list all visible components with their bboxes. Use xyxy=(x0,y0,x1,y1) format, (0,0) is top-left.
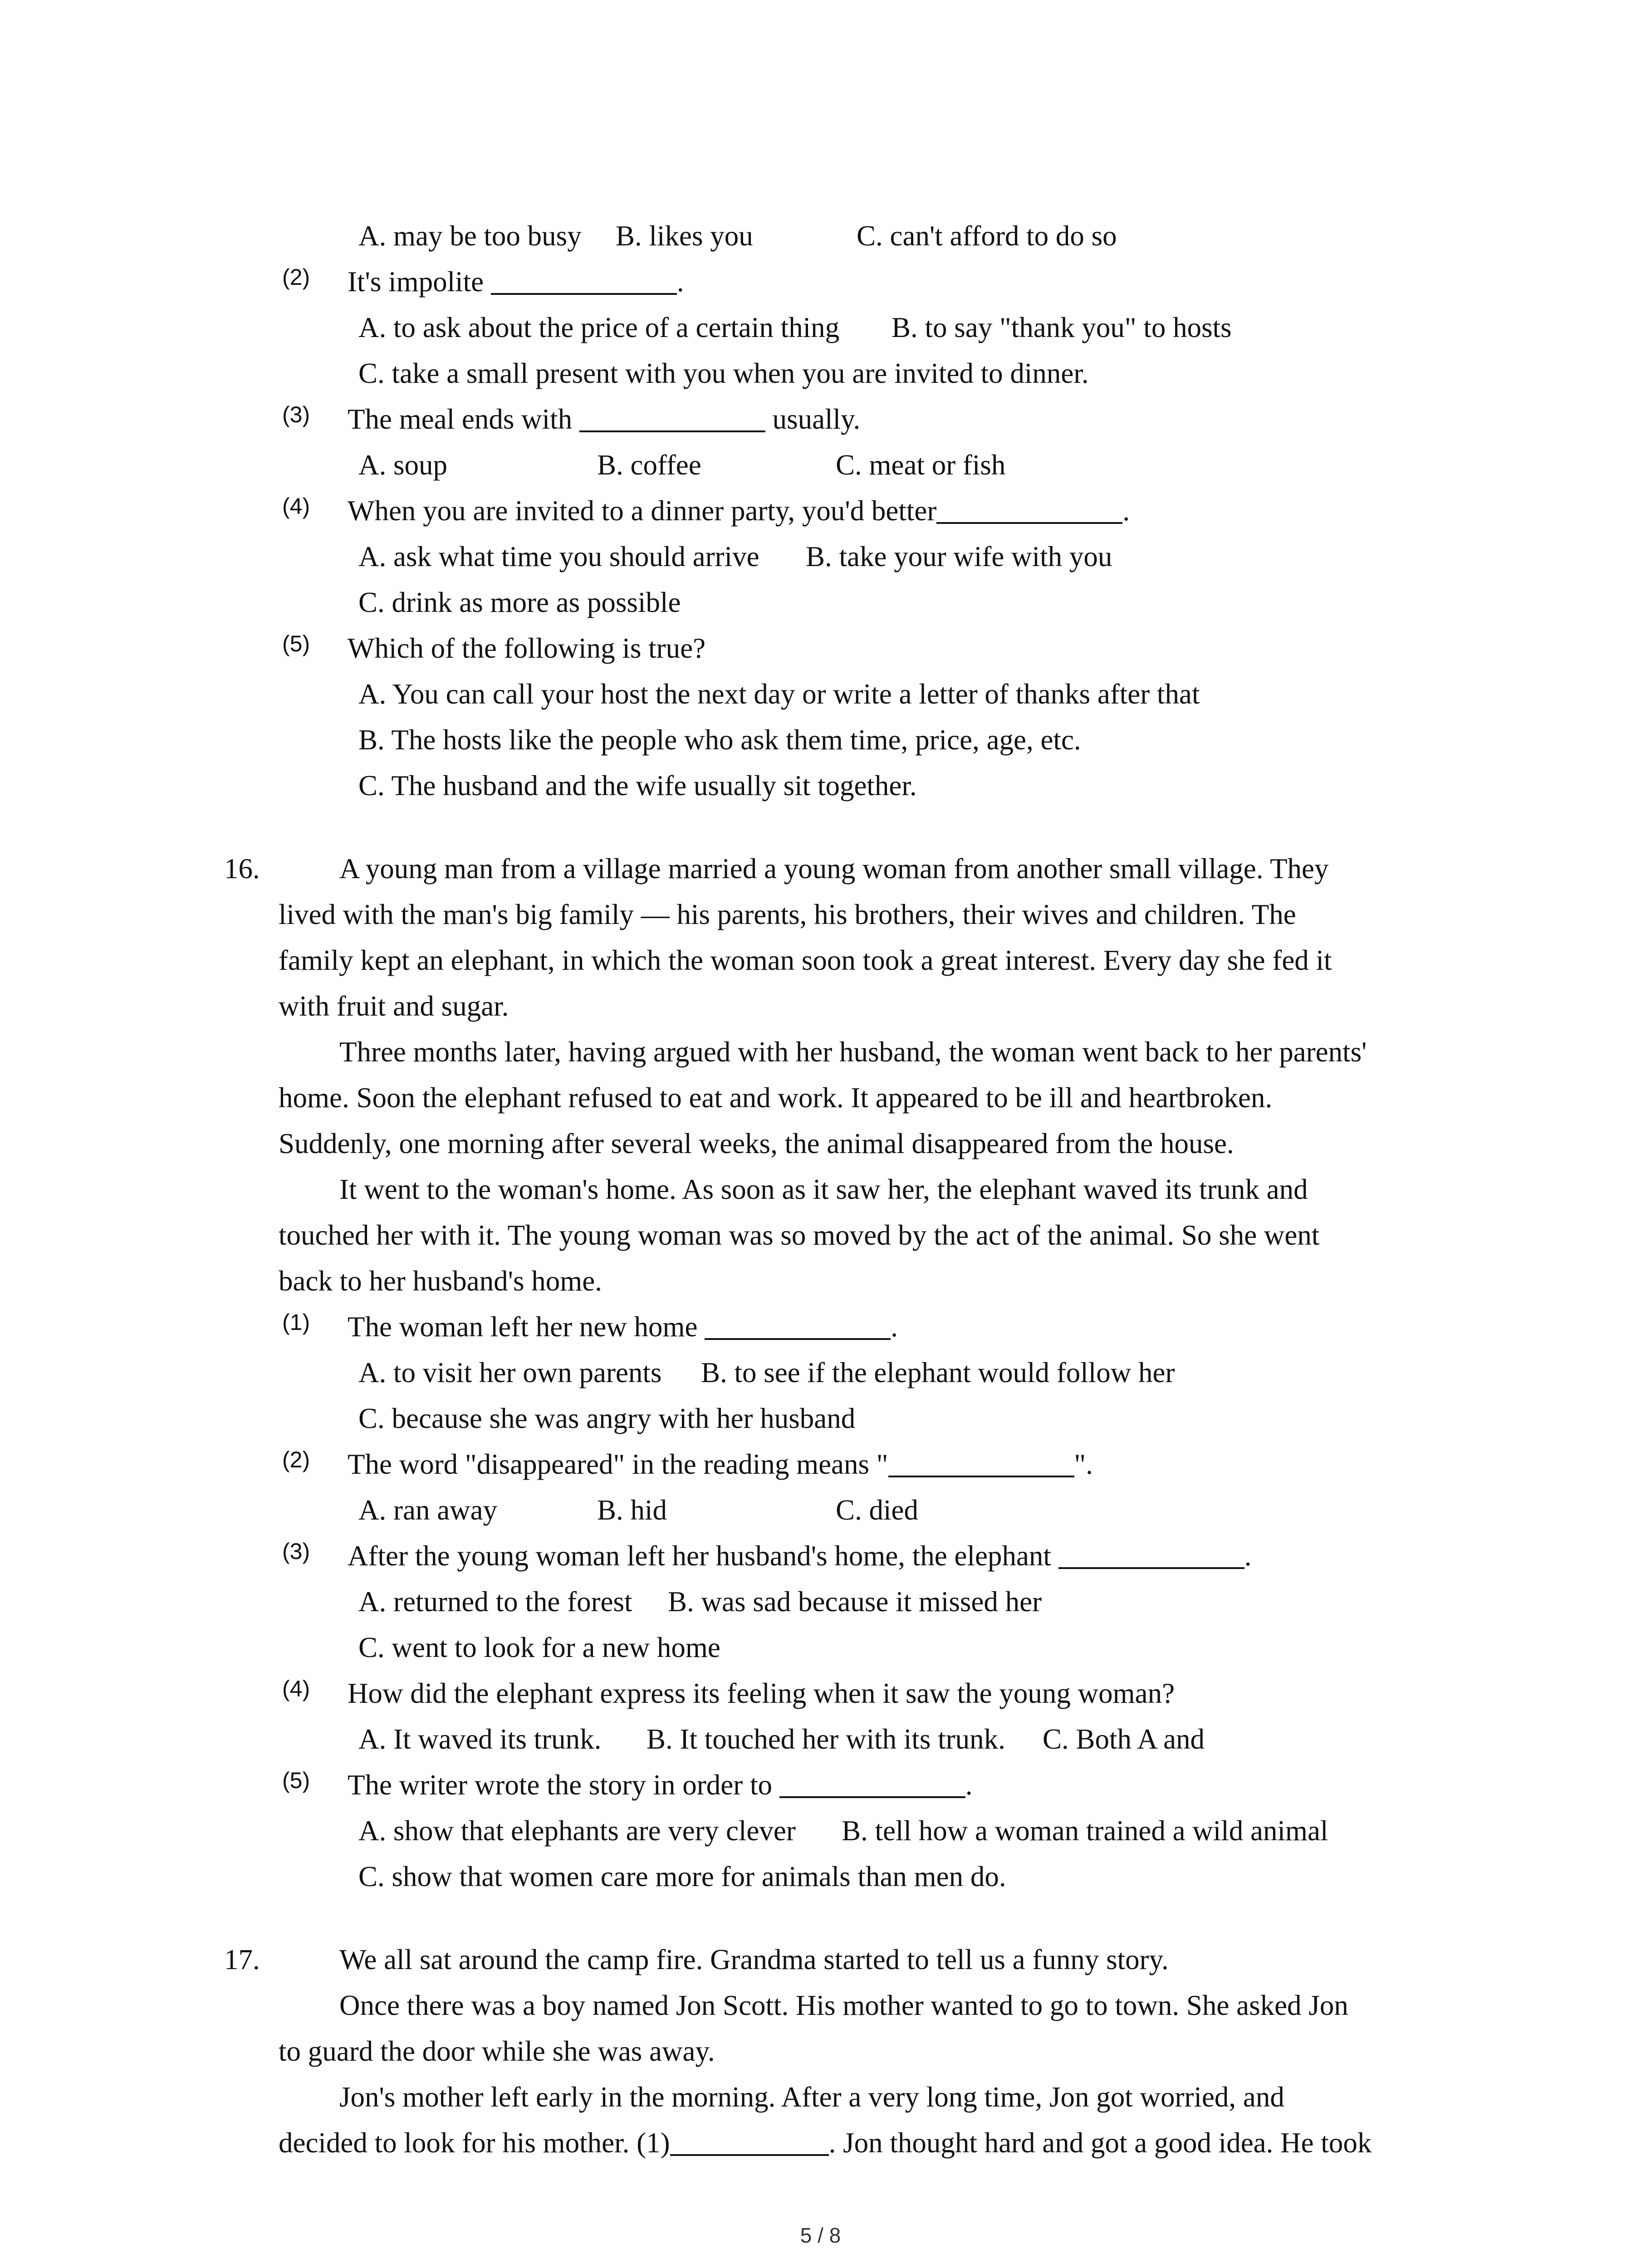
option-a: A. may be too busy xyxy=(358,220,582,252)
passage-text: decided to look for his mother. (1) . Jon thought hard and got a good idea. He took xyxy=(279,2127,1372,2159)
option-line xyxy=(0,213,1641,259)
option-b: B. hid xyxy=(597,1494,667,1526)
answer-blank xyxy=(491,265,677,295)
page-number: 5 / 8 xyxy=(800,2224,841,2247)
q15-tail xyxy=(0,213,1641,809)
answer-blank xyxy=(1058,1539,1244,1569)
passage-line xyxy=(0,938,1641,983)
passage-text: Suddenly, one morning after several weeks, the animal disappeared from the house. xyxy=(279,1128,1234,1159)
option-c: C. meat or fish xyxy=(836,449,1006,481)
option-c: C. drink as more as possible xyxy=(358,587,681,618)
question-stem xyxy=(0,396,1641,442)
passage-line xyxy=(0,1029,1641,1075)
stem-text: How did the elephant express its feeling when it saw the young woman? xyxy=(348,1677,1175,1709)
answer-blank xyxy=(936,494,1122,524)
option-b: B. The hosts like the people who ask them time, price, age, etc. xyxy=(358,724,1081,756)
sub-number: (3) xyxy=(282,402,310,427)
passage-text: It went to the woman's home. As soon as it saw her, the elephant waved its trunk and xyxy=(339,1173,1308,1205)
passage-line xyxy=(0,1121,1641,1167)
passage-line xyxy=(0,1937,1641,1983)
question-stem xyxy=(0,1442,1641,1487)
option-line xyxy=(0,1808,1641,1854)
sub-number: (4) xyxy=(282,494,310,519)
stem-text: After the young woman left her husband's home, the elephant . xyxy=(348,1540,1252,1572)
sub-number: (1) xyxy=(282,1310,310,1335)
question-number: 17. xyxy=(224,1944,260,1975)
sub-number: (5) xyxy=(282,631,310,656)
option-c: C. take a small present with you when you are invited to dinner. xyxy=(358,357,1089,389)
passage-line xyxy=(0,1983,1641,2028)
stem-text: The word "disappeared" in the reading means " ". xyxy=(348,1448,1093,1480)
option-a: A. returned to the forest xyxy=(358,1586,632,1618)
question-number: 16. xyxy=(224,853,260,885)
option-c: C. Both A and xyxy=(1043,1723,1205,1755)
option-line xyxy=(0,1350,1641,1396)
option-line xyxy=(0,534,1641,580)
option-line xyxy=(0,671,1641,717)
stem-text: The writer wrote the story in order to . xyxy=(348,1769,973,1801)
option-line xyxy=(0,442,1641,488)
stem-text: Which of the following is true? xyxy=(348,632,706,664)
option-b: B. tell how a woman trained a wild animal xyxy=(842,1815,1328,1847)
question-stem xyxy=(0,1671,1641,1716)
passage-line xyxy=(0,1212,1641,1258)
option-b: B. to see if the elephant would follow her xyxy=(701,1357,1175,1388)
passage-text: to guard the door while she was away. xyxy=(279,2035,715,2067)
sub-number: (5) xyxy=(282,1768,310,1793)
passage-line xyxy=(0,1258,1641,1304)
passage-text: A young man from a village married a young woman from another small village. They xyxy=(339,853,1329,885)
option-c: C. died xyxy=(836,1494,918,1526)
option-line xyxy=(0,1716,1641,1762)
sub-number: (2) xyxy=(282,264,310,290)
passage-line xyxy=(0,892,1641,938)
option-c: C. went to look for a new home xyxy=(358,1632,720,1663)
passage-line xyxy=(0,1075,1641,1121)
option-line xyxy=(0,717,1641,763)
option-line xyxy=(0,763,1641,809)
option-c: C. can't afford to do so xyxy=(857,220,1117,252)
question-stem xyxy=(0,1304,1641,1350)
option-a: A. You can call your host the next day or write a letter of thanks after that xyxy=(358,678,1200,710)
option-c: C. show that women care more for animals than men do. xyxy=(358,1861,1006,1892)
passage-line xyxy=(0,983,1641,1029)
question-stem xyxy=(0,488,1641,534)
passage-text: Three months later, having argued with her husband, the woman went back to her parents' xyxy=(339,1036,1367,1068)
passage-text: lived with the man's big family — his parents, his brothers, their wives and children. The xyxy=(279,899,1296,930)
option-line xyxy=(0,305,1641,351)
option-b: B. was sad because it missed her xyxy=(668,1586,1042,1618)
stem-text: It's impolite . xyxy=(348,266,684,298)
question-stem xyxy=(0,626,1641,671)
option-line xyxy=(0,1579,1641,1625)
passage-text: with fruit and sugar. xyxy=(279,990,509,1022)
answer-blank xyxy=(888,1447,1074,1477)
option-a: A. show that elephants are very clever xyxy=(358,1815,796,1847)
option-a: A. It waved its trunk. xyxy=(358,1723,602,1755)
question-stem xyxy=(0,1762,1641,1808)
option-b: B. take your wife with you xyxy=(806,541,1112,572)
option-line xyxy=(0,1854,1641,1900)
sub-number: (4) xyxy=(282,1676,310,1701)
option-line xyxy=(0,351,1641,396)
question-17 xyxy=(0,1937,1641,2166)
question-16 xyxy=(0,846,1641,1900)
passage-text: touched her with it. The young woman was so moved by the act of the animal. So she went xyxy=(279,1219,1320,1251)
option-line xyxy=(0,1396,1641,1442)
passage-text: home. Soon the elephant refused to eat and work. It appeared to be ill and heartbroken. xyxy=(279,1082,1273,1114)
passage-text: family kept an elephant, in which the woman soon took a great interest. Every day she fed it xyxy=(279,944,1332,976)
stem-text: The woman left her new home . xyxy=(348,1311,898,1343)
option-b: B. coffee xyxy=(597,449,701,481)
passage-line xyxy=(0,2028,1641,2074)
option-b: B. It touched her with its trunk. xyxy=(647,1723,1005,1755)
option-line xyxy=(0,1487,1641,1533)
option-line xyxy=(0,580,1641,626)
option-c: C. because she was angry with her husband xyxy=(358,1403,856,1434)
sub-number: (3) xyxy=(282,1539,310,1564)
question-stem xyxy=(0,259,1641,305)
stem-text: The meal ends with usually. xyxy=(348,403,861,435)
option-a: A. soup xyxy=(358,449,448,481)
answer-blank xyxy=(670,2126,829,2156)
passage-line xyxy=(0,2120,1641,2166)
answer-blank xyxy=(779,1768,965,1798)
option-a: A. to ask about the price of a certain thing xyxy=(358,312,840,343)
stem-text: When you are invited to a dinner party, you'd better . xyxy=(348,495,1130,527)
option-line xyxy=(0,1625,1641,1671)
option-a: A. to visit her own parents xyxy=(358,1357,662,1388)
passage-text: Once there was a boy named Jon Scott. His mother wanted to go to town. She asked Jon xyxy=(339,1989,1348,2021)
option-a: A. ran away xyxy=(358,1494,498,1526)
passage-text: back to her husband's home. xyxy=(279,1265,602,1297)
passage-line xyxy=(0,2074,1641,2120)
passage-text: Jon's mother left early in the morning. After a very long time, Jon got worried, and xyxy=(339,2081,1284,2113)
answer-blank xyxy=(705,1310,891,1340)
passage-line xyxy=(0,846,1641,892)
answer-blank xyxy=(579,402,765,432)
option-a: A. ask what time you should arrive xyxy=(358,541,759,572)
option-b: B. to say "thank you" to hosts xyxy=(892,312,1232,343)
option-c: C. The husband and the wife usually sit together. xyxy=(358,770,917,802)
passage-line xyxy=(0,1167,1641,1212)
option-b: B. likes you xyxy=(616,220,753,252)
question-stem xyxy=(0,1533,1641,1579)
sub-number: (2) xyxy=(282,1447,310,1472)
passage-text: We all sat around the camp fire. Grandma started to tell us a funny story. xyxy=(339,1944,1169,1975)
